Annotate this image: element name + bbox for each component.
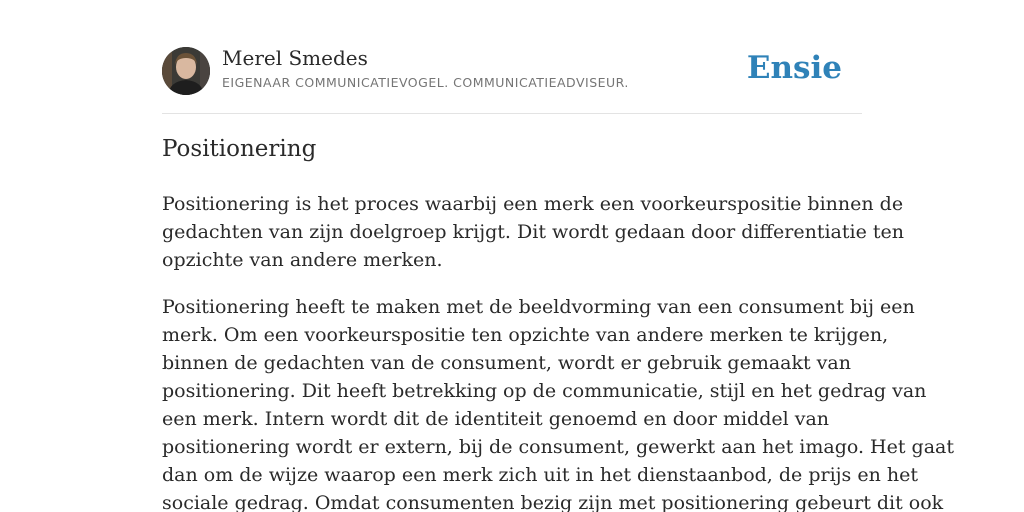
paragraph-line: sociale gedrag. Omdat consumenten bezig zijn met positionering gebeurt dit ook <box>162 492 944 512</box>
author-bio: EIGENAAR COMMUNICATIEVOGEL. COMMUNICATIEADVISEUR. <box>222 75 629 90</box>
paragraph-line: gedachten van zijn doelgroep krijgt. Dit wordt gedaan door differentiatie ten <box>162 221 904 243</box>
divider <box>162 113 862 114</box>
author-name[interactable]: Merel Smedes <box>222 46 368 70</box>
paragraph-line: een merk. Intern wordt dit de identiteit genoemd en door middel van <box>162 408 830 430</box>
paragraph-line: dan om de wijze waarop een merk zich uit in het dienstaanbod, de prijs en het <box>162 464 918 486</box>
avatar[interactable] <box>162 47 210 95</box>
author-header <box>162 46 862 96</box>
article-paragraph-1 <box>162 190 904 274</box>
article-title: Positionering <box>162 136 317 162</box>
paragraph-line: Positionering heeft te maken met de beeldvorming van een consument bij een <box>162 296 915 318</box>
paragraph-line: Positionering is het proces waarbij een merk een voorkeurspositie binnen de <box>162 193 904 215</box>
avatar-photo-icon <box>162 47 210 95</box>
paragraph-line: positionering. Dit heeft betrekking op de communicatie, stijl en het gedrag van <box>162 380 927 402</box>
paragraph-line: binnen de gedachten van de consument, wordt er gebruik gemaakt van <box>162 352 851 374</box>
paragraph-line: merk. Om een voorkeurspositie ten opzichte van andere merken te krijgen, <box>162 324 889 346</box>
paragraph-line: positionering wordt er extern, bij de consument, gewerkt aan het imago. Het gaat <box>162 436 954 458</box>
paragraph-line: opzichte van andere merken. <box>162 249 443 271</box>
ensie-logo[interactable]: Ensie <box>746 50 842 86</box>
article-paragraph-2 <box>162 293 954 512</box>
